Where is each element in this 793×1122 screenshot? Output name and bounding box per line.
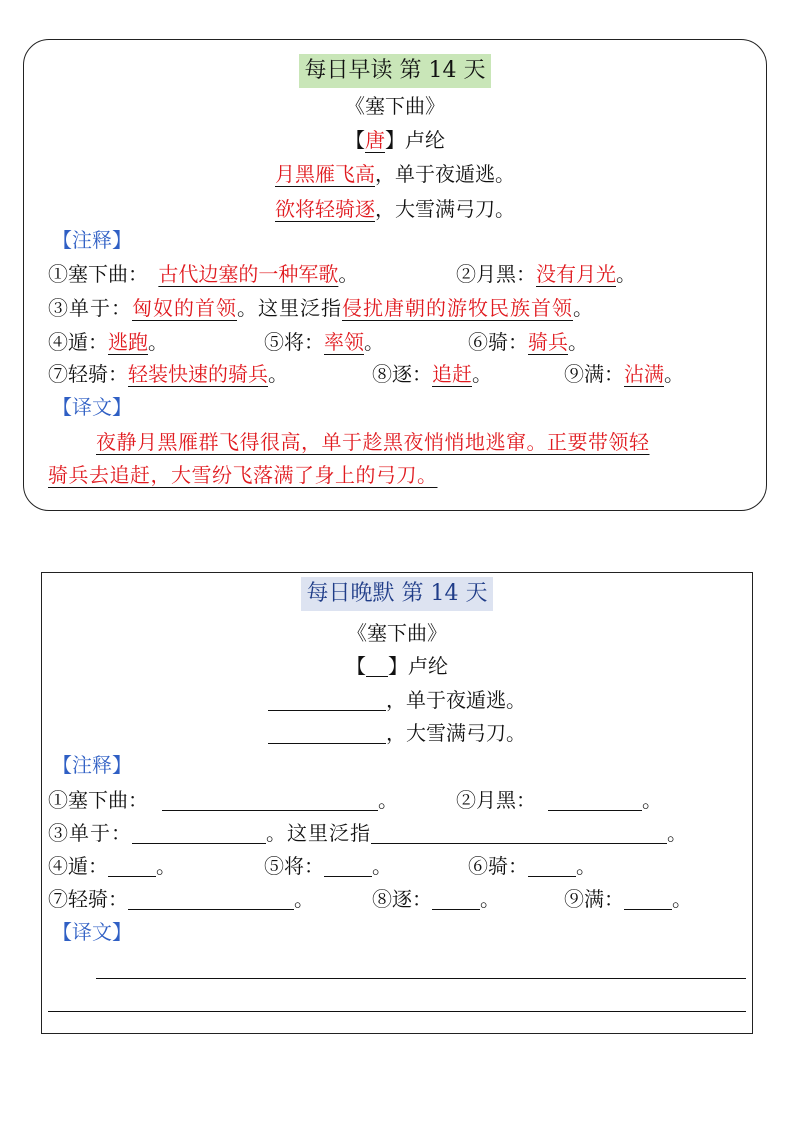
note-label: ②月黑：: [456, 262, 536, 286]
note-answer: 率领: [324, 330, 364, 354]
note-answer: 轻装快速的骑兵: [128, 362, 268, 386]
note-blank[interactable]: [324, 854, 372, 877]
poem-line-2-blank[interactable]: [268, 721, 386, 744]
note-end: 。: [573, 296, 594, 320]
poem-line-2-answer: 欲将轻骑逐: [275, 197, 375, 221]
note-label: ②月黑：: [456, 788, 536, 812]
note-end: 。: [156, 854, 176, 878]
note-label: ⑦轻骑：: [48, 887, 128, 911]
evening-notes-header: 【注释】: [52, 753, 132, 777]
blank-note-man: [564, 885, 692, 913]
note-label: ⑥骑：: [468, 330, 528, 354]
note-blank[interactable]: [128, 887, 294, 910]
note-end: 。: [667, 821, 688, 845]
evening-poem-line-2: [42, 719, 752, 747]
note-end: 。: [568, 330, 588, 354]
note-label: ④遁：: [48, 854, 108, 878]
note-label: ③单于：: [48, 296, 132, 320]
blank-note-jiang: [264, 852, 392, 880]
note-blank[interactable]: [528, 854, 576, 877]
evening-translation-header: 【译文】: [52, 920, 132, 944]
note-label: ⑧逐：: [372, 362, 432, 386]
note-blank[interactable]: [162, 788, 378, 811]
note-answer: 没有月光: [536, 262, 616, 286]
note-answer-2: 侵扰唐朝的游牧民族首领: [342, 296, 573, 320]
bracket-close: 】: [385, 128, 405, 152]
evening-title-row: [42, 577, 752, 611]
note-end: 。: [642, 788, 662, 812]
note-label: ④遁：: [48, 330, 108, 354]
note-label: ⑦轻骑：: [48, 362, 128, 386]
note-ji: [468, 328, 588, 356]
translation-blank-line-2[interactable]: [48, 1011, 746, 1012]
author: 卢纶: [408, 654, 448, 678]
translation-blank-line-1[interactable]: [96, 978, 746, 979]
note-end: 。: [372, 854, 392, 878]
note-end: 。: [364, 330, 384, 354]
blank-note-dun: [48, 852, 176, 880]
note-blank[interactable]: [432, 887, 480, 910]
morning-title-row: [24, 54, 766, 88]
note-answer: 追赶: [432, 362, 472, 386]
note-end: 。: [480, 887, 500, 911]
note-jiang: [264, 328, 384, 356]
note-end: 。: [616, 262, 636, 286]
blank-note-chanyu: [48, 819, 688, 847]
note-label: ⑧逐：: [372, 887, 432, 911]
evening-dictation-card: [41, 572, 753, 1034]
note-chanyu: [48, 294, 594, 322]
poem-line-2: [24, 195, 766, 223]
note-qingji: [48, 360, 288, 388]
note-dun: [48, 328, 168, 356]
note-saixiaqu: [48, 260, 358, 288]
poem-line-1-rest: ，单于夜遁逃。: [375, 162, 515, 186]
note-end: 。: [472, 362, 492, 386]
note-label: ⑨满：: [564, 887, 624, 911]
poem-line-2-rest: ，大雪满弓刀。: [375, 197, 515, 221]
note-blank-2[interactable]: [371, 821, 667, 844]
poem-line-1-answer: 月黑雁飞高: [275, 162, 375, 186]
morning-reading-card: [23, 39, 767, 511]
note-man: [564, 360, 684, 388]
note-label: ①塞下曲：: [48, 788, 148, 812]
note-label: ①塞下曲：: [48, 262, 148, 286]
note-label: ⑤将：: [264, 854, 324, 878]
translation-line-1: 夜静月黑雁群飞得很高，单于趁黑夜悄悄地逃窜。正要带领轻: [96, 430, 650, 454]
note-answer: 匈奴的首领: [132, 296, 237, 320]
morning-notes-header: 【注释】: [52, 228, 132, 252]
note-answer: 古代边塞的一种军歌: [158, 262, 339, 286]
blank-note-saixiaqu: [48, 786, 398, 814]
note-end: 。: [294, 887, 314, 911]
note-end: 。: [664, 362, 684, 386]
dynasty-answer: 唐: [365, 128, 385, 152]
note-label: ⑤将：: [264, 330, 324, 354]
evening-dynasty-author: [42, 652, 752, 680]
note-label: ⑥骑：: [468, 854, 528, 878]
note-end: 。: [378, 788, 398, 812]
evening-poem-title: 《塞下曲》: [347, 621, 447, 645]
morning-dynasty-author: [24, 126, 766, 154]
note-blank[interactable]: [624, 887, 672, 910]
note-end: 。: [148, 330, 168, 354]
note-zhu: [372, 360, 492, 388]
poem-line-2-rest: ，大雪满弓刀。: [386, 721, 526, 745]
note-yuehei: [456, 260, 636, 288]
bracket-open: 【: [345, 128, 365, 152]
translation-line-2: 骑兵去追赶，大雪纷飞落满了身上的弓刀。: [48, 463, 438, 487]
note-end: 。: [672, 887, 692, 911]
poem-line-1-rest: ，单于夜遁逃。: [386, 688, 526, 712]
poem-line-1: [24, 160, 766, 188]
note-label: ⑨满：: [564, 362, 624, 386]
note-answer: 骑兵: [528, 330, 568, 354]
author: 卢纶: [405, 128, 445, 152]
note-answer: 沾满: [624, 362, 664, 386]
morning-translation-header: 【译文】: [52, 395, 132, 419]
note-blank[interactable]: [548, 788, 642, 811]
poem-line-1-blank[interactable]: [268, 688, 386, 711]
morning-poem-title: 《塞下曲》: [345, 94, 445, 118]
blank-note-zhu: [372, 885, 500, 913]
blank-note-yuehei: [456, 786, 662, 814]
note-answer: 逃跑: [108, 330, 148, 354]
dynasty-blank[interactable]: [366, 654, 388, 677]
evening-poem-line-1: [42, 686, 752, 714]
note-blank[interactable]: [108, 854, 156, 877]
evening-title: 每日晚默 第 14 天: [301, 577, 494, 611]
blank-note-ji: [468, 852, 596, 880]
note-label: ③单于：: [48, 821, 132, 845]
note-end: 。: [268, 362, 288, 386]
note-mid: 。这里泛指: [266, 821, 371, 845]
note-end: 。: [338, 262, 359, 286]
bracket-close: 】: [388, 654, 408, 678]
bracket-open: 【: [346, 654, 366, 678]
morning-title: 每日早读 第 14 天: [299, 54, 492, 88]
note-mid: 。这里泛指: [237, 296, 342, 320]
note-blank[interactable]: [132, 821, 266, 844]
blank-note-qingji: [48, 885, 314, 913]
note-end: 。: [576, 854, 596, 878]
